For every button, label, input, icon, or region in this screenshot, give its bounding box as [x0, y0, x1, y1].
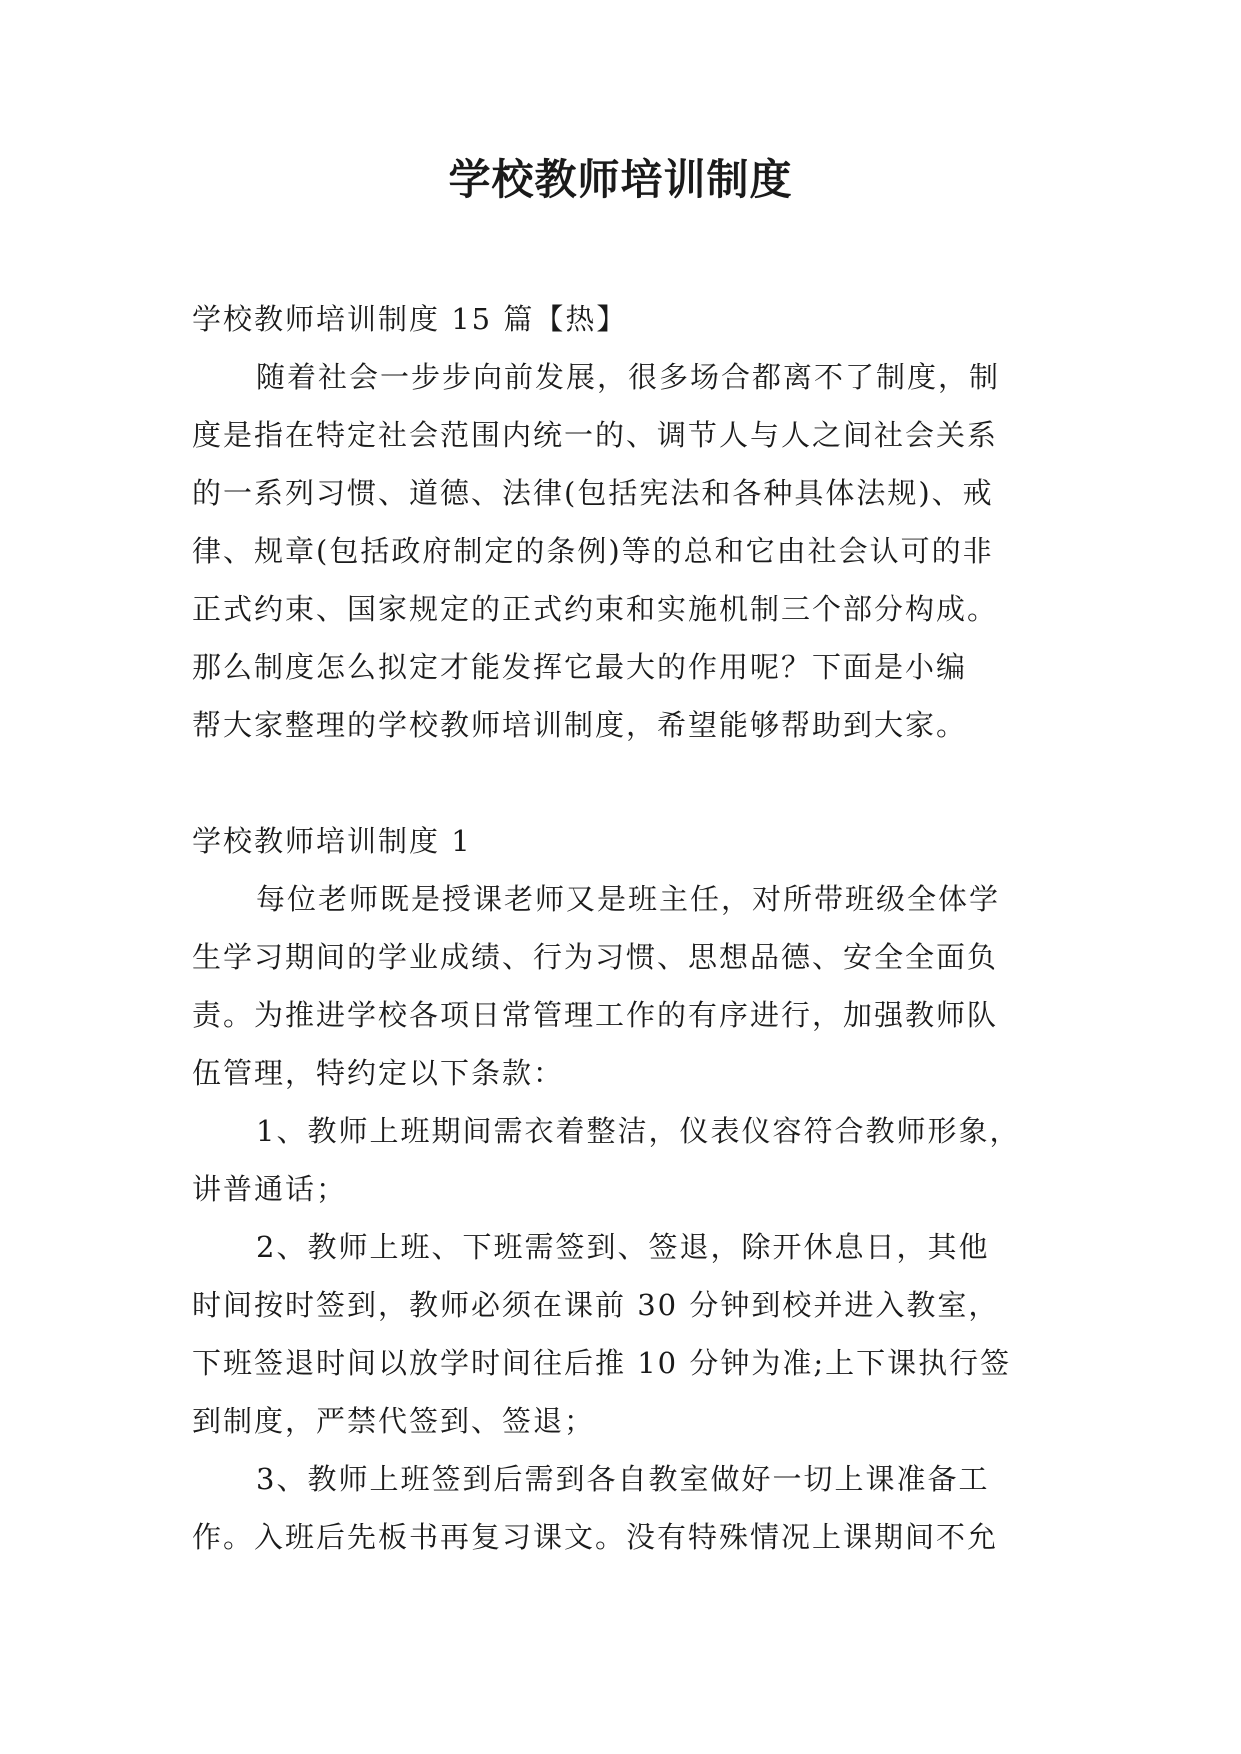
text-line: 作。入班后先板书再复习课文。没有特殊情况上课期间不允	[192, 1520, 999, 1554]
list-item-1	[192, 1102, 1064, 1218]
text-line: 生学习期间的学业成绩、行为习惯、思想品德、安全全面负	[192, 940, 999, 974]
text-line: 到制度，严禁代签到、签退；	[192, 1404, 596, 1438]
list-item-3	[192, 1450, 1064, 1566]
text-line: 那么制度怎么拟定才能发挥它最大的作用呢？下面是小编	[192, 650, 968, 684]
intro-paragraph	[192, 348, 1064, 754]
text-line: 律、规章(包括政府制定的条例)等的总和它由社会认可的非	[192, 534, 994, 568]
text-line: 2、教师上班、下班需签到、签退，除开休息日，其他	[256, 1230, 990, 1264]
text-line: 的一系列习惯、道德、法律(包括宪法和各种具体法规)、戒	[192, 476, 994, 510]
text-line: 帮大家整理的学校教师培训制度，希望能够帮助到大家。	[192, 708, 968, 742]
text-line: 下班签退时间以放学时间往后推 10 分钟为准;上下课执行签	[192, 1346, 1012, 1380]
list-item-2	[192, 1218, 1064, 1450]
section-heading: 学校教师培训制度 15 篇【热】	[192, 302, 628, 336]
text-line: 时间按时签到，教师必须在课前 30 分钟到校并进入教室，	[192, 1288, 1000, 1322]
text-line: 1、教师上班期间需衣着整洁，仪表仪容符合教师形象，	[256, 1114, 1021, 1148]
text-line: 随着社会一步步向前发展，很多场合都离不了制度，制	[256, 360, 1001, 394]
document-body	[192, 290, 1064, 1566]
text-line: 伍管理，特约定以下条款：	[192, 1056, 565, 1090]
text-line: 度是指在特定社会范围内统一的、调节人与人之间社会关系	[192, 418, 999, 452]
section-heading: 学校教师培训制度 1	[192, 824, 472, 858]
text-line: 责。为推进学校各项日常管理工作的有序进行，加强教师队	[192, 998, 999, 1032]
text-line: 每位老师既是授课老师又是班主任，对所带班级全体学	[256, 882, 1001, 916]
text-line: 3、教师上班签到后需到各自教室做好一切上课准备工	[256, 1462, 990, 1496]
paragraph-1	[192, 870, 1064, 1102]
text-line: 正式约束、国家规定的正式约束和实施机制三个部分构成。	[192, 592, 999, 626]
paragraph-gap	[192, 754, 1064, 812]
text-line: 讲普通话；	[192, 1172, 348, 1206]
document-title: 学校教师培训制度	[448, 155, 793, 204]
